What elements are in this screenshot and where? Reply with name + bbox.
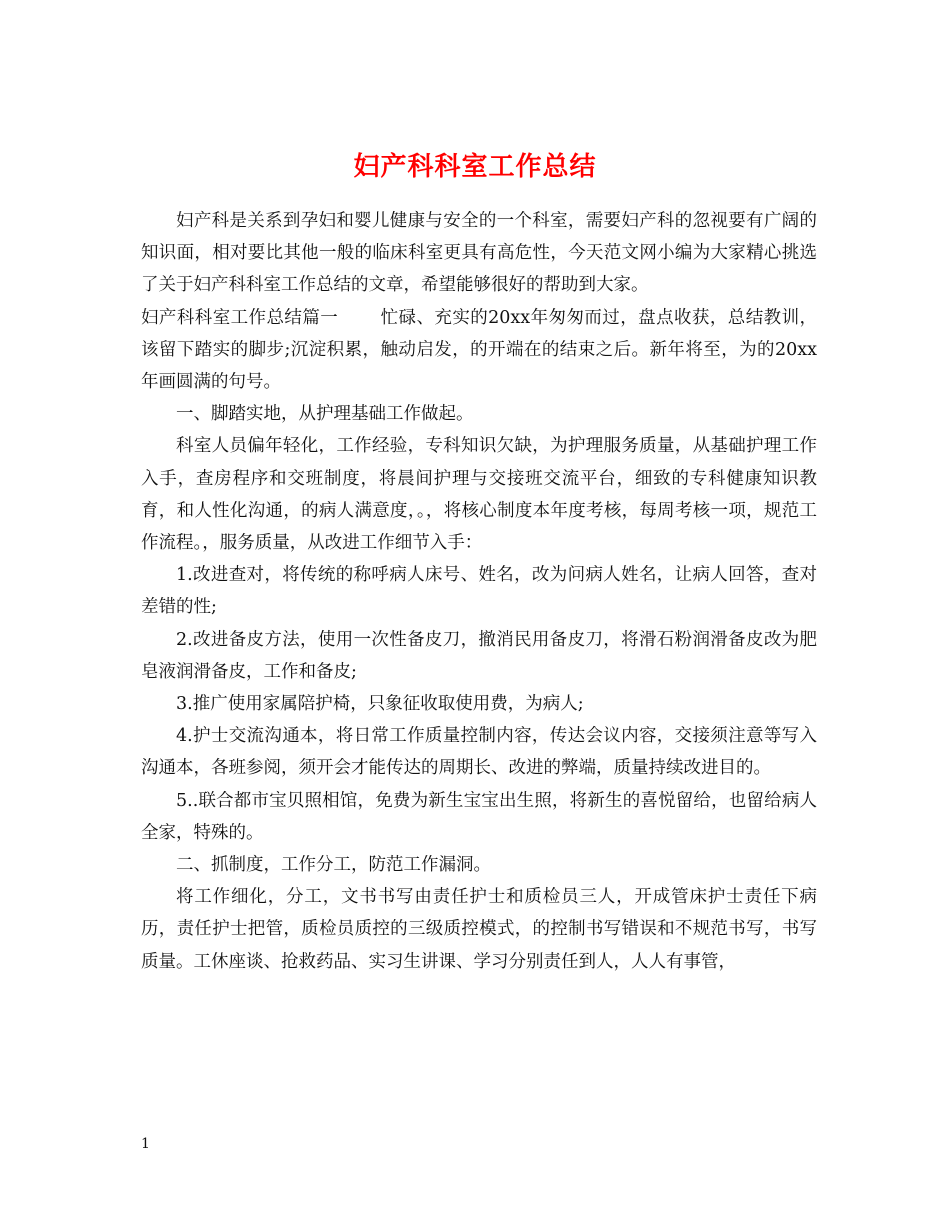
improvement-item-1: 1.改进查对，将传统的称呼病人床号、姓名，改为问病人姓名，让病人回答，查对差错的性;: [141, 565, 817, 618]
improvement-item-5: 5..联合都市宝贝照相馆，免费为新生宝宝出生照，将新生的喜悦留给，也留给病人全家，特殊的。: [141, 790, 817, 843]
section-two-paragraph: 将工作细化，分工，文书书写由责任护士和质检员三人，开成管床护士责任下病历，责任护士把管，质检员质控的三级质控模式，的控制书写错误和不规范书写，书写质量。工休座谈、抢救药品、实习生讲课、学习分别责任到人，人人有事管，: [141, 887, 817, 972]
article-one-paragraph: [141, 302, 817, 399]
document-title: 妇产科科室工作总结: [353, 152, 597, 183]
page-number: 1: [141, 1136, 150, 1152]
improvement-item-4: 4.护士交流沟通本，将日常工作质量控制内容，传达会议内容，交接须注意等写入沟通本，各班参阅，须开会才能传达的周期长、改进的弊端，质量持续改进目的。: [141, 726, 817, 779]
intro-text: 妇产科是关系到孕妇和婴儿健康与安全的一个科室，需要妇产科的忽视要有广阔的知识面，相对要比其他一般的临床科室更具有高危性，今天范文网小编为大家精心挑选了关于妇产科科室工作总结的文章，希望能够很好的帮助到大家。: [141, 211, 817, 296]
improvement-item-2: 2.改进备皮方法，使用一次性备皮刀，撤消民用备皮刀，将滑石粉润滑备皮改为肥皂液润滑备皮，工作和备皮;: [141, 629, 817, 682]
section-two-heading: 二、抓制度，工作分工，防范工作漏洞。: [176, 855, 491, 876]
article-one-text: 忙碌、充实的20xx年匆匆而过，盘点收获，总结教训，该留下踏实的脚步;沉淀积累，触动启发，的开端在的结束之后。新年将至，为的20xx年画圆满的句号。: [141, 307, 817, 393]
document-body: [141, 205, 817, 978]
intro-paragraph: [141, 205, 817, 302]
improvement-item-3: 3.推广使用家属陪护椅，只象征收取使用费，为病人;: [176, 694, 584, 715]
article-one-heading: 妇产科科室工作总结篇一: [141, 307, 339, 328]
section-one-heading: 一、脚踏实地，从护理基础工作做起。: [176, 404, 474, 425]
section-one-paragraph: 科室人员偏年轻化，工作经验，专科知识欠缺，为护理服务质量，从基础护理工作入手，查房程序和交班制度，将晨间护理与交接班交流平台，细致的专科健康知识教育，和人性化沟通，的病人满意度，。，将核心制度本年度考核，每周考核一项，规范工作流程。，服务质量，从改进工作细节入手：: [141, 436, 817, 554]
